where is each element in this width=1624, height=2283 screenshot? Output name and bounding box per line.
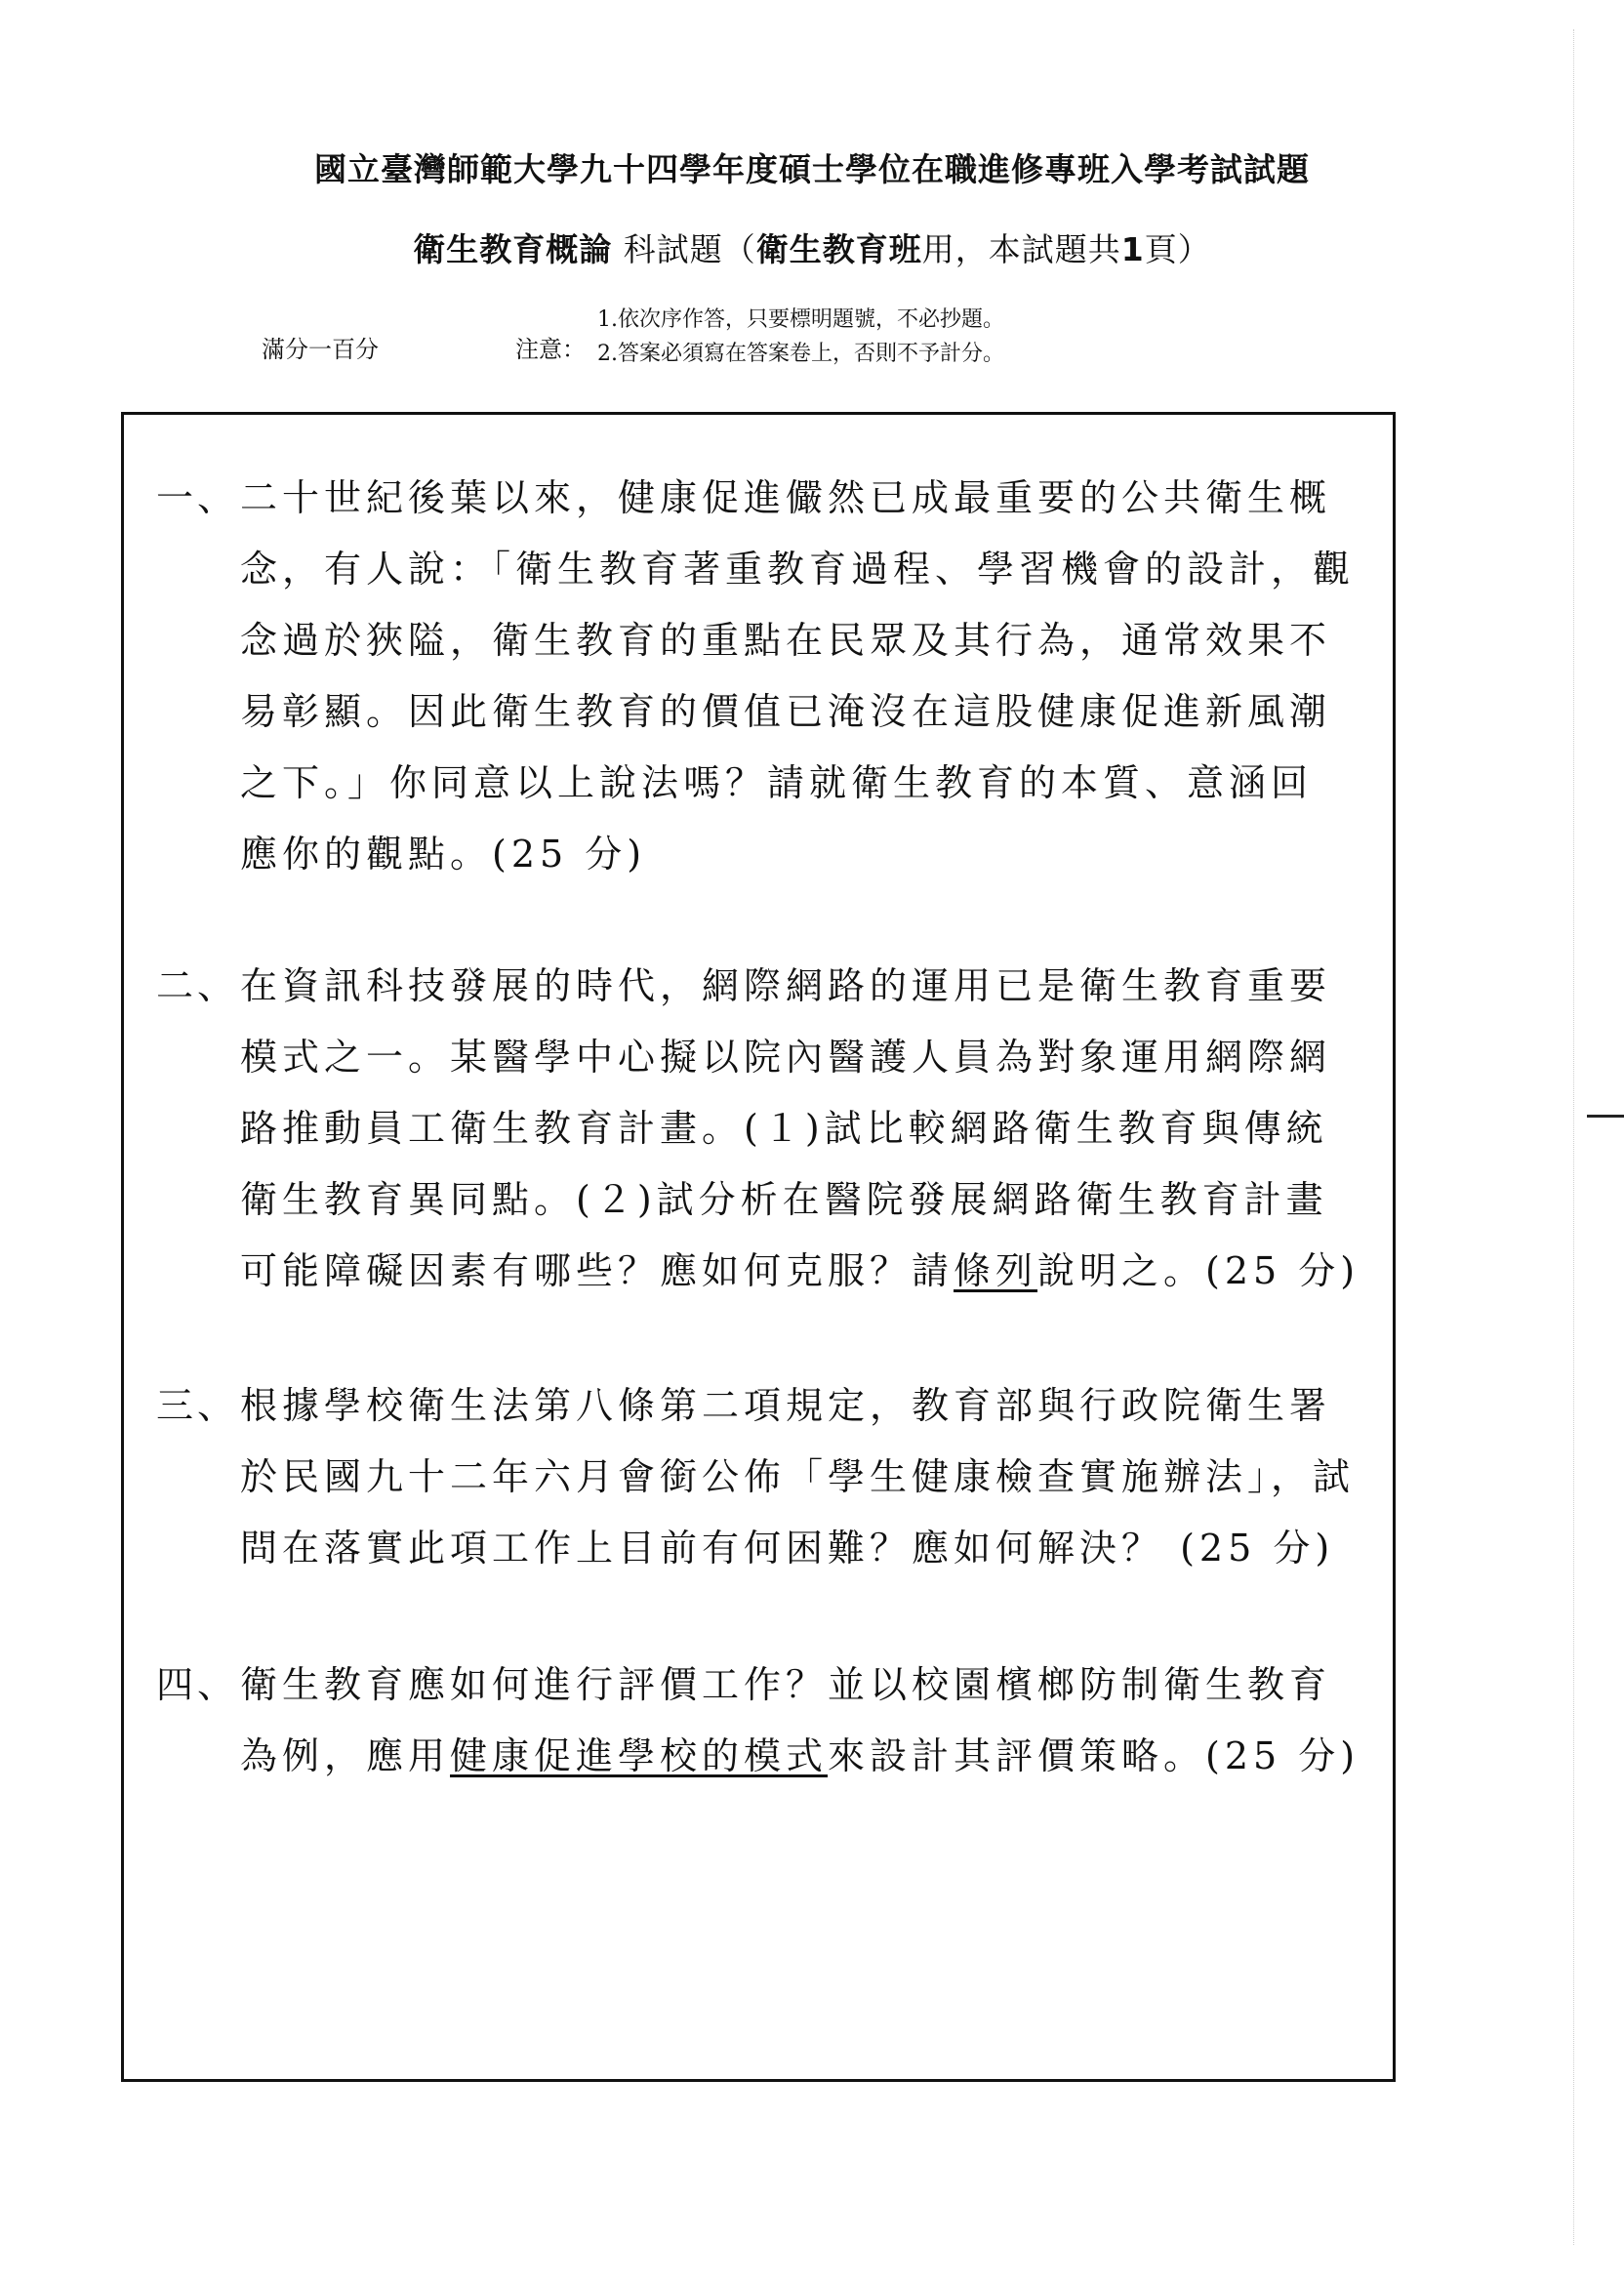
question-line: 應你的觀點。(25 分) [240,833,647,876]
full-score: 滿分一百分 [262,336,379,363]
page-count: 1 [1120,230,1145,268]
question-number: 四、 [156,1663,239,1706]
question-number: 三、 [156,1384,239,1427]
question-2 [156,951,1386,1307]
underlined-text: 條列 [954,1249,1038,1292]
subject-suffix: 科試題（ [612,230,756,268]
question-number: 一、 [156,476,239,519]
class-name: 衛生教育班 [755,230,922,268]
question-line: 問在落實此項工作上目前有何困難？應如何解決？ (25 分) [240,1527,1335,1570]
question-line: 於民國九十二年六月會銜公佈「學生健康檢查實施辦法」，試 [240,1455,1356,1498]
line-text: 可能障礙因素有哪些？應如何克服？請 [240,1249,954,1292]
notice-list [597,303,1004,371]
question-line: 在資訊科技發展的時代，網際網路的運用已是衛生教育重要 [240,964,1332,1007]
exam-subtitle [0,224,1624,270]
notice-item: 1.依次序作答，只要標明題號，不必抄題。 [597,307,1004,332]
question-line: 念，有人說：「衛生教育著重教育過程、學習機會的設計，觀 [240,548,1356,591]
question-line: 衛生教育應如何進行評價工作？並以校園檳榔防制衛生教育 [240,1663,1332,1706]
line-text: 為例，應用 [240,1734,451,1777]
scan-edge-mark [1587,1115,1624,1118]
question-body [240,951,1382,1307]
underlined-text: 健康促進學校的模式 [450,1734,829,1777]
scan-edge-dots [1573,29,1576,2245]
class-suffix: 用，本試題共 [921,230,1121,268]
question-3 [156,1370,1386,1584]
question-line: 路推動員工衛生教育計畫。(１)試比較網路衛生教育與傳統 [240,1107,1328,1150]
question-body [240,1650,1382,1792]
notice-label: 注意： [515,336,586,363]
question-1 [156,463,1386,890]
exam-title: 國立臺灣師範大學九十四學年度碩士學位在職進修專班入學考試試題 [314,150,1310,188]
question-line [240,1236,1382,1307]
question-number: 二、 [156,964,239,1007]
question-line: 二十世紀後葉以來，健康促進儼然已成最重要的公共衛生概 [240,476,1332,519]
question-body [240,463,1382,890]
question-body [240,1370,1382,1584]
question-line: 之下。」你同意以上說法嗎？請就衛生教育的本質、意涵回 [240,761,1314,804]
line-text: 來設計其評價策略。(25 分) [828,1734,1360,1777]
subtitle-end: 頁） [1144,230,1211,268]
notice-item: 2.答案必須寫在答案卷上，否則不予計分。 [597,342,1004,366]
line-text: 說明之。(25 分) [1037,1249,1360,1292]
question-line [240,1721,1382,1792]
question-line: 根據學校衛生法第八條第二項規定，教育部與行政院衛生署 [240,1384,1332,1427]
question-line: 衛生教育異同點。(２)試分析在醫院發展網路衛生教育計畫 [240,1178,1328,1221]
question-4 [156,1650,1386,1792]
question-line: 念過於狹隘，衛生教育的重點在民眾及其行為，通常效果不 [240,619,1332,662]
question-line: 易彰顯。因此衛生教育的價值已淹沒在這股健康促進新風潮 [240,690,1332,733]
question-line: 模式之一。某醫學中心擬以院內醫護人員為對象運用網際網 [240,1036,1332,1079]
subject-name: 衛生教育概論 [413,230,613,268]
